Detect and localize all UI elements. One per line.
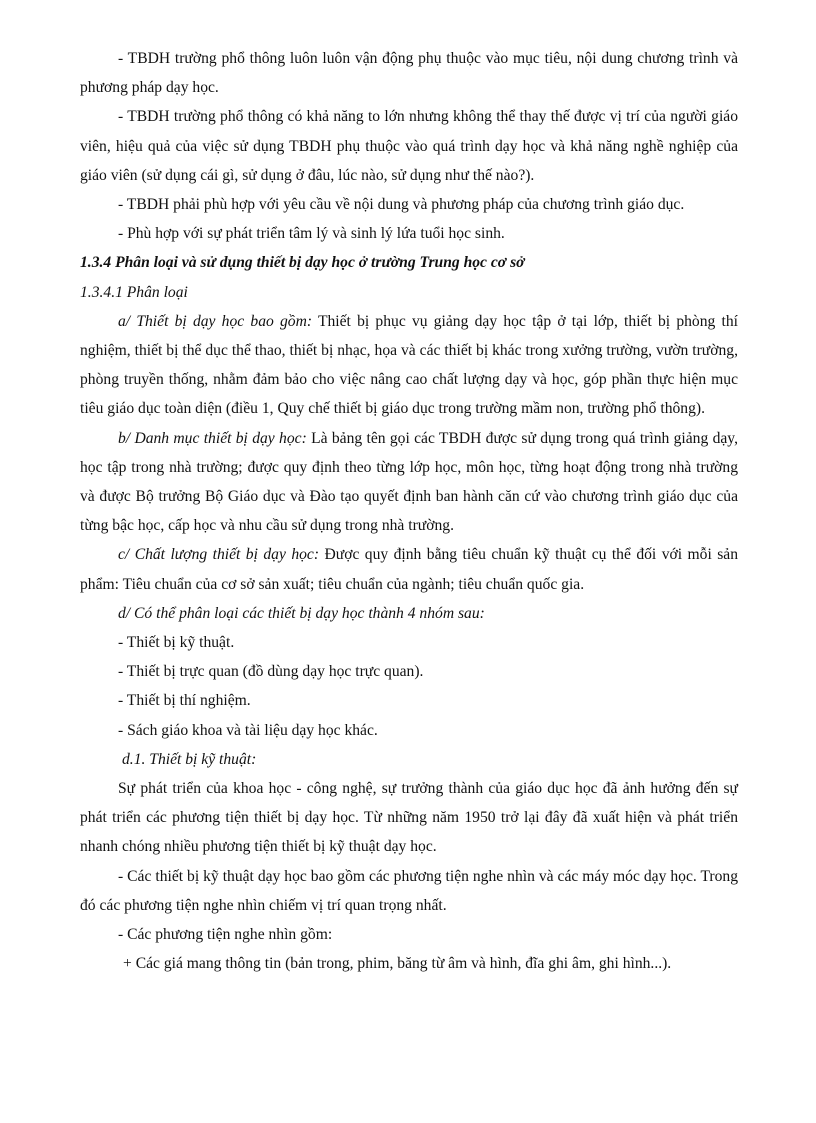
paragraph-c-text: Được quy định bằng tiêu chuẩn kỹ thuật cụ thể đối với mỗi sản phẩm: Tiêu chuẩn của cơ sở sản xuất; tiêu chuẩn của ngành; tiêu chuẩn quốc gia.: [80, 546, 739, 593]
list-item-visual: - Thiết bị trực quan (đồ dùng dạy học trực quan).: [118, 663, 424, 681]
paragraph-c-label: c/ Chất lượng thiết bị dạy học:: [118, 546, 320, 564]
paragraph-development: Sự phát triển của khoa học - công nghệ, sự trưởng thành của giáo dục học đã ảnh hưởng đến sự phát triển các phương tiện thiết bị dạy học. Từ những năm 1950 trở lại đây đã xuất hiện và phát triển nhanh chóng nhiều phương tiện thiết bị kỹ thuật dạy học.: [80, 780, 738, 856]
paragraph-tbdh-requirements: - TBDH phải phù hợp với yêu cầu về nội dung và phương pháp của chương trình giáo dục.: [118, 196, 685, 214]
paragraph-b-text: Là bảng tên gọi các TBDH được sử dụng trong quá trình giảng dạy, học tập trong nhà trường; được quy định theo từng lớp học, môn học, từng hoạt động trong nhà trường và được Bộ trưởng Bộ Giáo dục và Đào tạo quyết định ban hành căn cứ vào chương trình giáo dục của từng bậc học, cấp học và nhu cầu sử dụng trong nhà trường.: [80, 429, 738, 535]
paragraph-a: [80, 307, 738, 424]
paragraph-tbdh-age: - Phù hợp với sự phát triển tâm lý và sinh lý lứa tuổi học sinh.: [118, 225, 505, 243]
section-heading-1-3-4: 1.3.4 Phân loại và sử dụng thiết bị dạy học ở trường Trung học cơ sở: [80, 254, 525, 272]
paragraph-b-label: b/ Danh mục thiết bị dạy học:: [118, 429, 307, 447]
paragraph-b: [80, 424, 738, 541]
list-item-textbooks: - Sách giáo khoa và tài liệu dạy học khác.: [118, 721, 378, 739]
paragraph-tbdh-teacher-role: - TBDH trường phổ thông có khả năng to lớn nhưng không thể thay thế được vị trí của người giáo viên, hiệu quả của việc sử dụng TBDH phụ thuộc vào quá trình dạy học và khả năng nghề nghiệp của giáo viên (sử dụng cái gì, sử dụng ở đâu, lúc nào, sử dụng như thế nào?).: [80, 108, 738, 184]
paragraph-a-text: Thiết bị phục vụ giảng dạy học tập ở tại lớp, thiết bị phòng thí nghiệm, thiết bị thể dục thể thao, thiết bị nhạc, họa và các thiết bị khác trong xưởng trường, vườn trường, phòng truyền thống, nhằm đảm bảo cho việc nâng cao chất lượng dạy và học, góp phần thực hiện mục tiêu giáo dục toàn diện (điều 1, Quy chế thiết bị giáo dục trong trường mầm non, trường phổ thông).: [80, 312, 738, 418]
paragraph-a-label: a/ Thiết bị dạy học bao gồm:: [118, 312, 313, 330]
document-page: [80, 44, 738, 979]
subheading-d1: d.1. Thiết bị kỹ thuật:: [122, 750, 257, 768]
list-item-technical: - Thiết bị kỹ thuật.: [118, 634, 235, 652]
paragraph-tbdh-movement: - TBDH trường phổ thông luôn luôn vận động phụ thuộc vào mục tiêu, nội dung chương trình và phương pháp dạy học.: [80, 50, 738, 97]
paragraph-info-carriers: + Các giá mang thông tin (bản trong, phim, băng từ âm và hình, đĩa ghi âm, ghi hình...).: [123, 955, 672, 973]
paragraph-c: [80, 540, 738, 598]
paragraph-d-heading: d/ Có thể phân loại các thiết bị dạy học thành 4 nhóm sau:: [118, 604, 485, 622]
list-item-experiment: - Thiết bị thí nghiệm.: [118, 692, 251, 710]
subsection-heading-1-3-4-1: 1.3.4.1 Phân loại: [80, 283, 188, 301]
paragraph-technical-equipment: - Các thiết bị kỹ thuật dạy học bao gồm các phương tiện nghe nhìn và các máy móc dạy học. Trong đó các phương tiện nghe nhìn chiếm vị trí quan trọng nhất.: [80, 867, 738, 914]
paragraph-av-means: - Các phương tiện nghe nhìn gồm:: [118, 926, 333, 944]
